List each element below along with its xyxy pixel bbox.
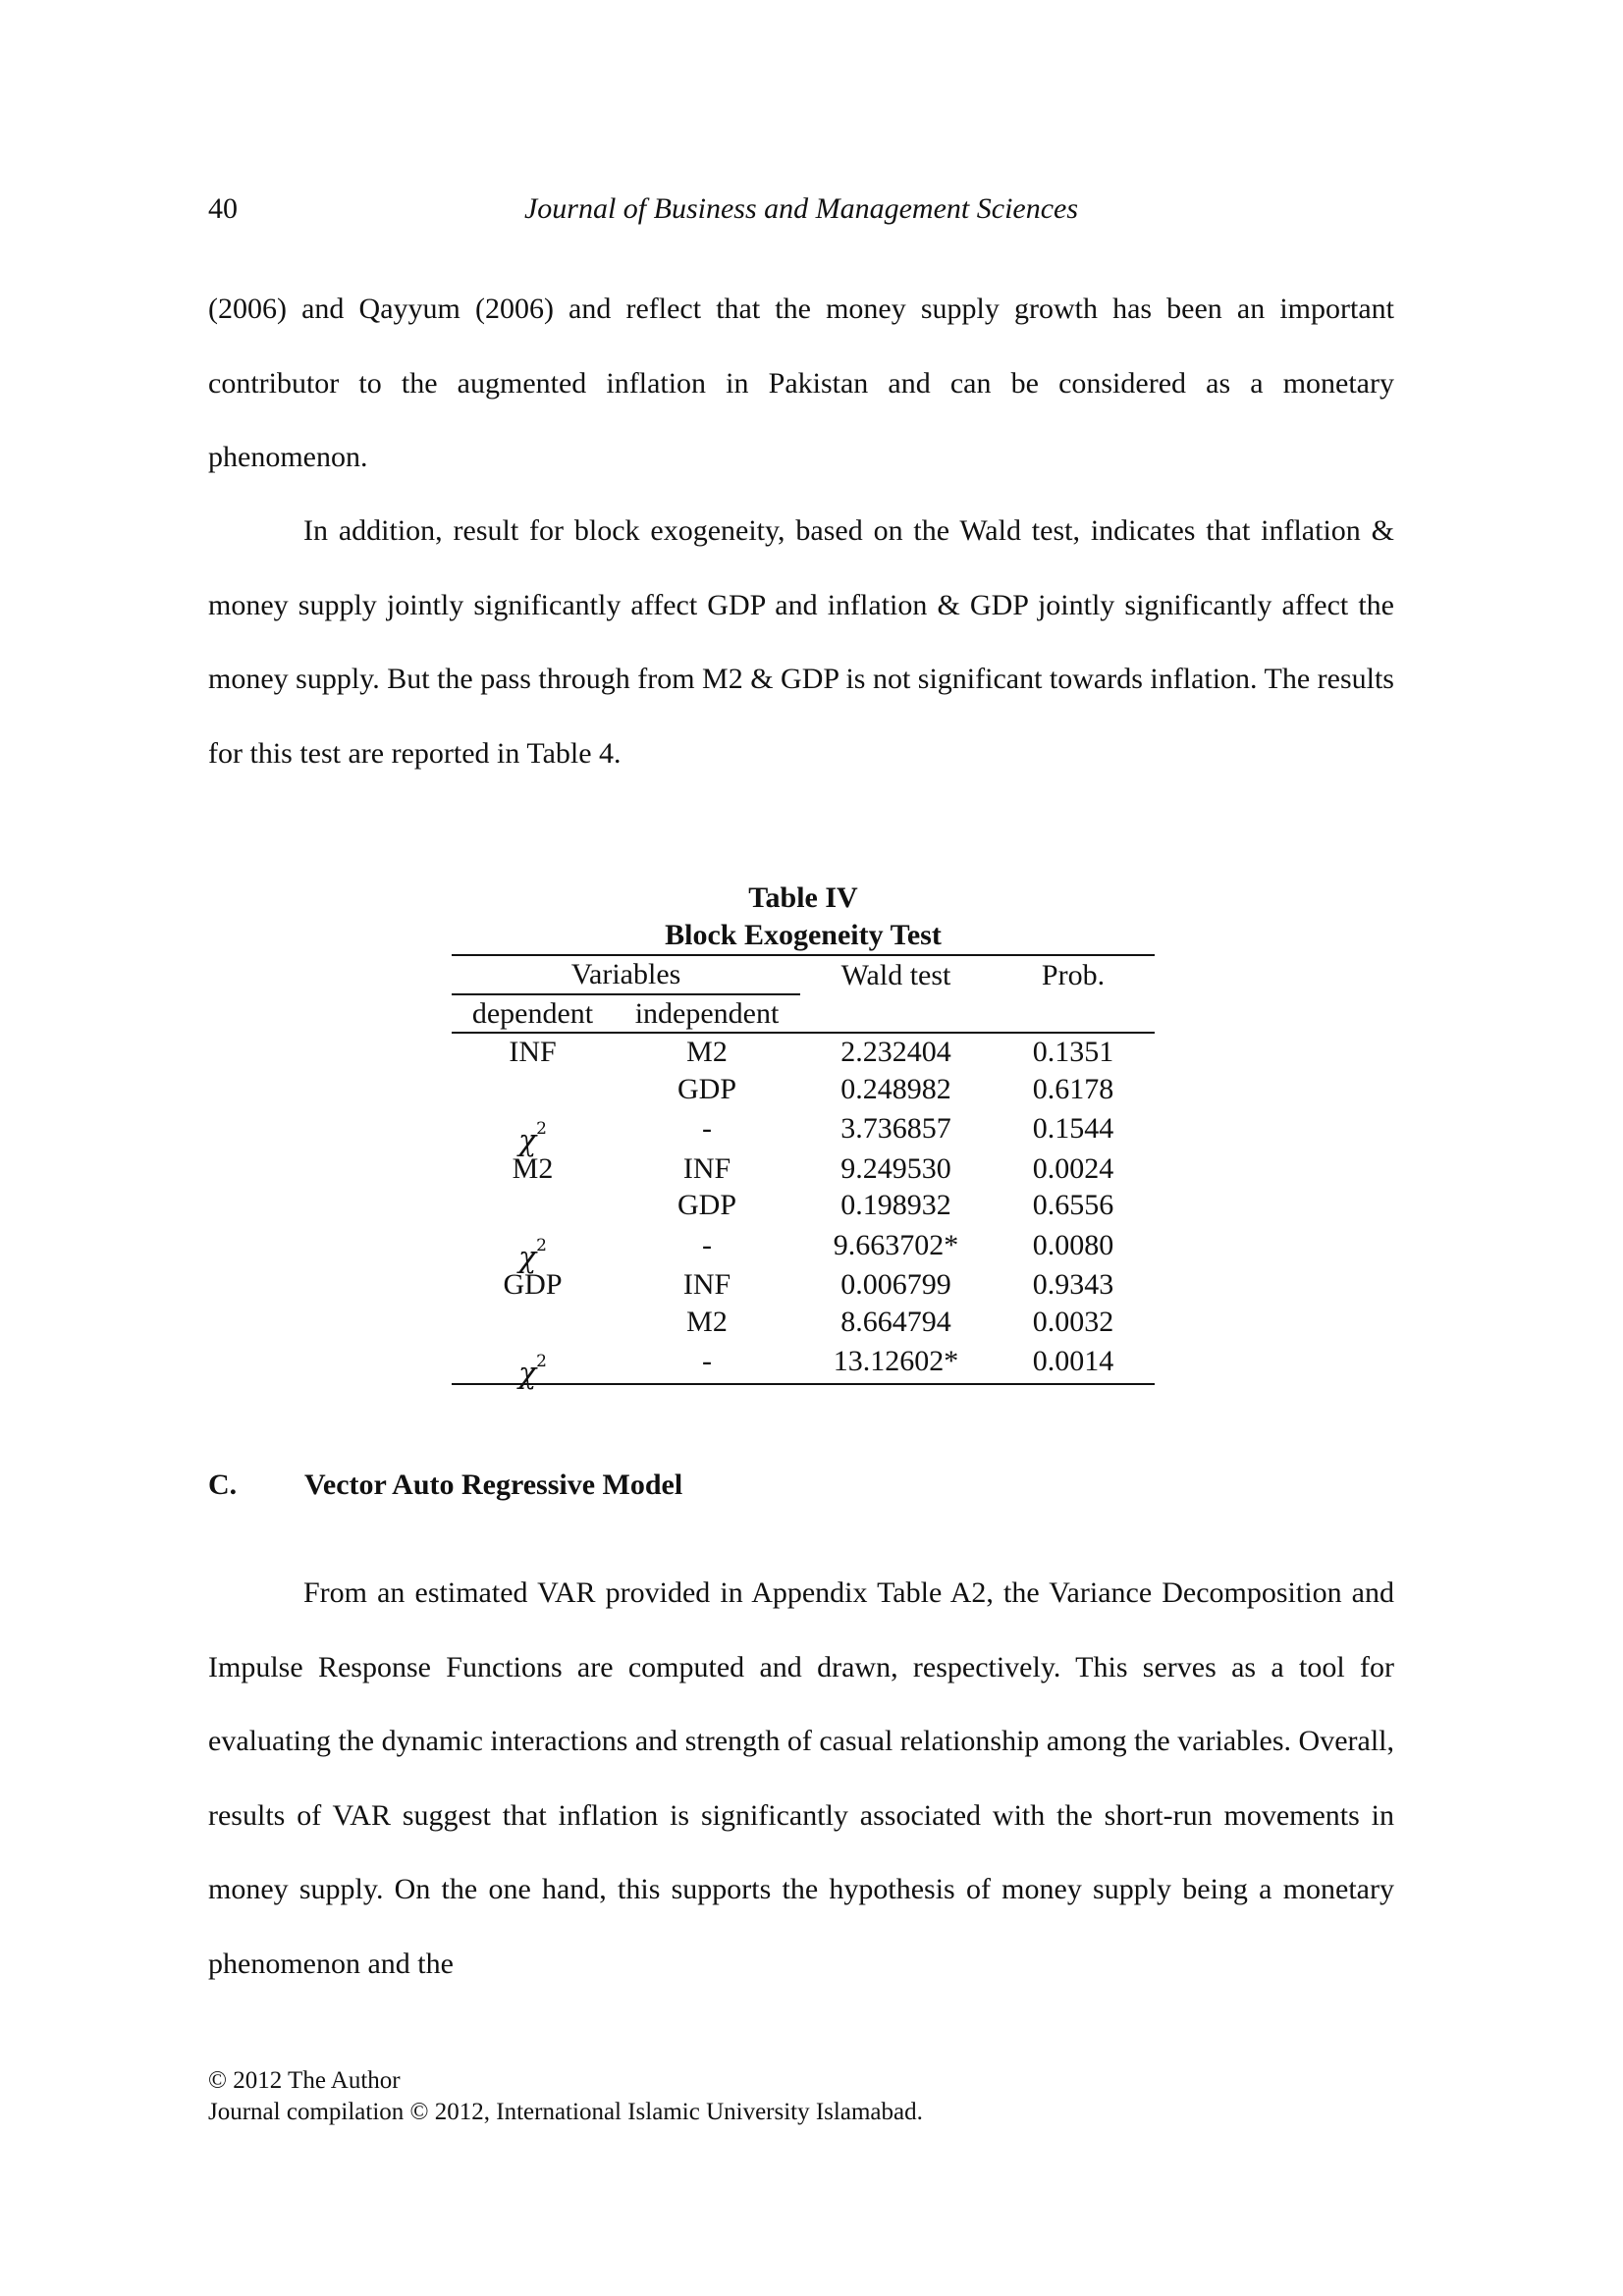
paragraph-3 bbox=[208, 1556, 1394, 2001]
footer-line-1: © 2012 The Author bbox=[208, 2067, 401, 2094]
cell-independent: GDP bbox=[676, 1072, 736, 1105]
cell-prob: 0.1544 bbox=[1032, 1112, 1114, 1145]
cell-prob: 0.0080 bbox=[1032, 1228, 1114, 1261]
paragraph-2 bbox=[208, 494, 1394, 790]
section-title: Vector Auto Regressive Model bbox=[304, 1468, 683, 1501]
chi-superscript: 2 bbox=[536, 1235, 547, 1255]
header-wald-test: Wald test bbox=[800, 955, 992, 994]
table-header-row bbox=[452, 955, 1155, 994]
cell-independent: - bbox=[702, 1228, 712, 1261]
paragraph-3-text: From an estimated VAR provided in Appendix Table A2, the Variance Decomposition and Impulse Response Functions are computed and drawn, respectively. This serves as a tool for evaluating the dynamic interactions and strength of casual relationship among the variables. Overall, results of VAR suggest that inflation is significantly associated with the short-run movements in money supply. On the one hand, this supports the hypothesis of money supply being a monetary phenomenon and the bbox=[208, 1576, 1394, 1980]
cell-wald-test: 9.663702* bbox=[833, 1228, 959, 1261]
cell-dependent bbox=[452, 1304, 614, 1341]
header-dependent: dependent bbox=[452, 994, 614, 1034]
table-body bbox=[452, 1033, 1155, 1391]
table-row bbox=[452, 1150, 1155, 1188]
cell-dependent bbox=[452, 1340, 614, 1391]
cell-wald-test: 0.198932 bbox=[840, 1189, 951, 1221]
table-subheader-row bbox=[452, 994, 1155, 1034]
journal-title: Journal of Business and Management Sciences bbox=[523, 192, 1079, 225]
header-independent: independent bbox=[614, 994, 800, 1034]
table-title: Table IV bbox=[748, 881, 858, 914]
copyright-footer bbox=[208, 2065, 923, 2128]
chi-superscript: 2 bbox=[536, 1352, 547, 1371]
page-number: 40 bbox=[208, 192, 238, 225]
cell-dependent: INF bbox=[509, 1036, 557, 1068]
section-heading bbox=[208, 1468, 682, 1502]
header-variables: Variables bbox=[452, 955, 800, 994]
paragraph-1-text: (2006) and Qayyum (2006) and reflect that the money supply growth has been an important contributor to the augmented inflation in Pakistan and can be considered as a monetary phenomenon. bbox=[208, 293, 1394, 473]
table bbox=[452, 954, 1155, 1391]
chi-letter: χ bbox=[517, 1124, 537, 1158]
cell-prob: 0.6556 bbox=[1032, 1189, 1114, 1221]
cell-wald-test: 0.006799 bbox=[840, 1268, 951, 1301]
cell-independent: - bbox=[614, 1340, 800, 1384]
cell-dependent bbox=[452, 1224, 614, 1275]
table-row bbox=[452, 1071, 1155, 1108]
cell-wald-test: 0.248982 bbox=[840, 1072, 951, 1105]
table-row bbox=[452, 1340, 1155, 1384]
cell-independent: - bbox=[702, 1112, 712, 1145]
cell-independent: M2 bbox=[686, 1036, 728, 1068]
footer-line-2: Journal compilation © 2012, International Islamic University Islamabad. bbox=[208, 2099, 923, 2125]
cell-independent: INF bbox=[682, 1268, 731, 1301]
cell-prob: 0.0014 bbox=[992, 1340, 1155, 1384]
cell-dependent: GDP bbox=[503, 1268, 563, 1301]
table-row bbox=[452, 1266, 1155, 1304]
cell-dependent bbox=[452, 1107, 614, 1158]
table-row bbox=[452, 1187, 1155, 1224]
cell-prob: 0.6178 bbox=[1032, 1072, 1114, 1105]
cell-prob: 0.0032 bbox=[1032, 1305, 1114, 1338]
cell-wald-test: 3.736857 bbox=[840, 1112, 951, 1145]
paragraph-2-text: In addition, result for block exogeneity, based on the Wald test, indicates that inflation & money supply jointly significantly affect GDP and inflation & GDP jointly significantly affect the money supply. But the pass through from M2 & GDP is not significant towards inflation. The results for this test are reported in Table 4. bbox=[208, 514, 1394, 770]
chi-letter: χ bbox=[517, 1240, 537, 1275]
chi-square-symbol bbox=[517, 1119, 547, 1158]
table-row bbox=[452, 1304, 1155, 1341]
chi-letter: χ bbox=[517, 1357, 537, 1391]
cell-wald-test: 13.12602* bbox=[800, 1340, 992, 1384]
chi-square-symbol bbox=[517, 1235, 547, 1275]
chi-square-symbol bbox=[517, 1352, 547, 1391]
table-subtitle: Block Exogeneity Test bbox=[665, 919, 942, 951]
cell-dependent: M2 bbox=[512, 1151, 554, 1185]
cell-wald-test: 8.664794 bbox=[840, 1305, 951, 1338]
block-exogeneity-table bbox=[452, 880, 1155, 1391]
table-row bbox=[452, 1107, 1155, 1150]
cell-prob: 0.9343 bbox=[1032, 1268, 1114, 1301]
cell-independent: GDP bbox=[676, 1189, 736, 1221]
cell-wald-test: 2.232404 bbox=[840, 1036, 951, 1068]
table-row bbox=[452, 1033, 1155, 1071]
cell-dependent bbox=[452, 1187, 614, 1224]
section-letter: C. bbox=[208, 1468, 238, 1501]
header-prob: Prob. bbox=[992, 955, 1155, 994]
cell-dependent bbox=[452, 1071, 614, 1108]
cell-prob: 0.0024 bbox=[1032, 1151, 1114, 1185]
cell-prob: 0.1351 bbox=[1032, 1036, 1114, 1068]
cell-wald-test: 9.249530 bbox=[840, 1151, 951, 1185]
table-row bbox=[452, 1224, 1155, 1267]
cell-independent: M2 bbox=[686, 1305, 728, 1338]
running-header bbox=[208, 192, 1394, 236]
chi-superscript: 2 bbox=[536, 1119, 547, 1139]
paragraph-1 bbox=[208, 272, 1394, 495]
cell-independent: INF bbox=[682, 1151, 731, 1185]
